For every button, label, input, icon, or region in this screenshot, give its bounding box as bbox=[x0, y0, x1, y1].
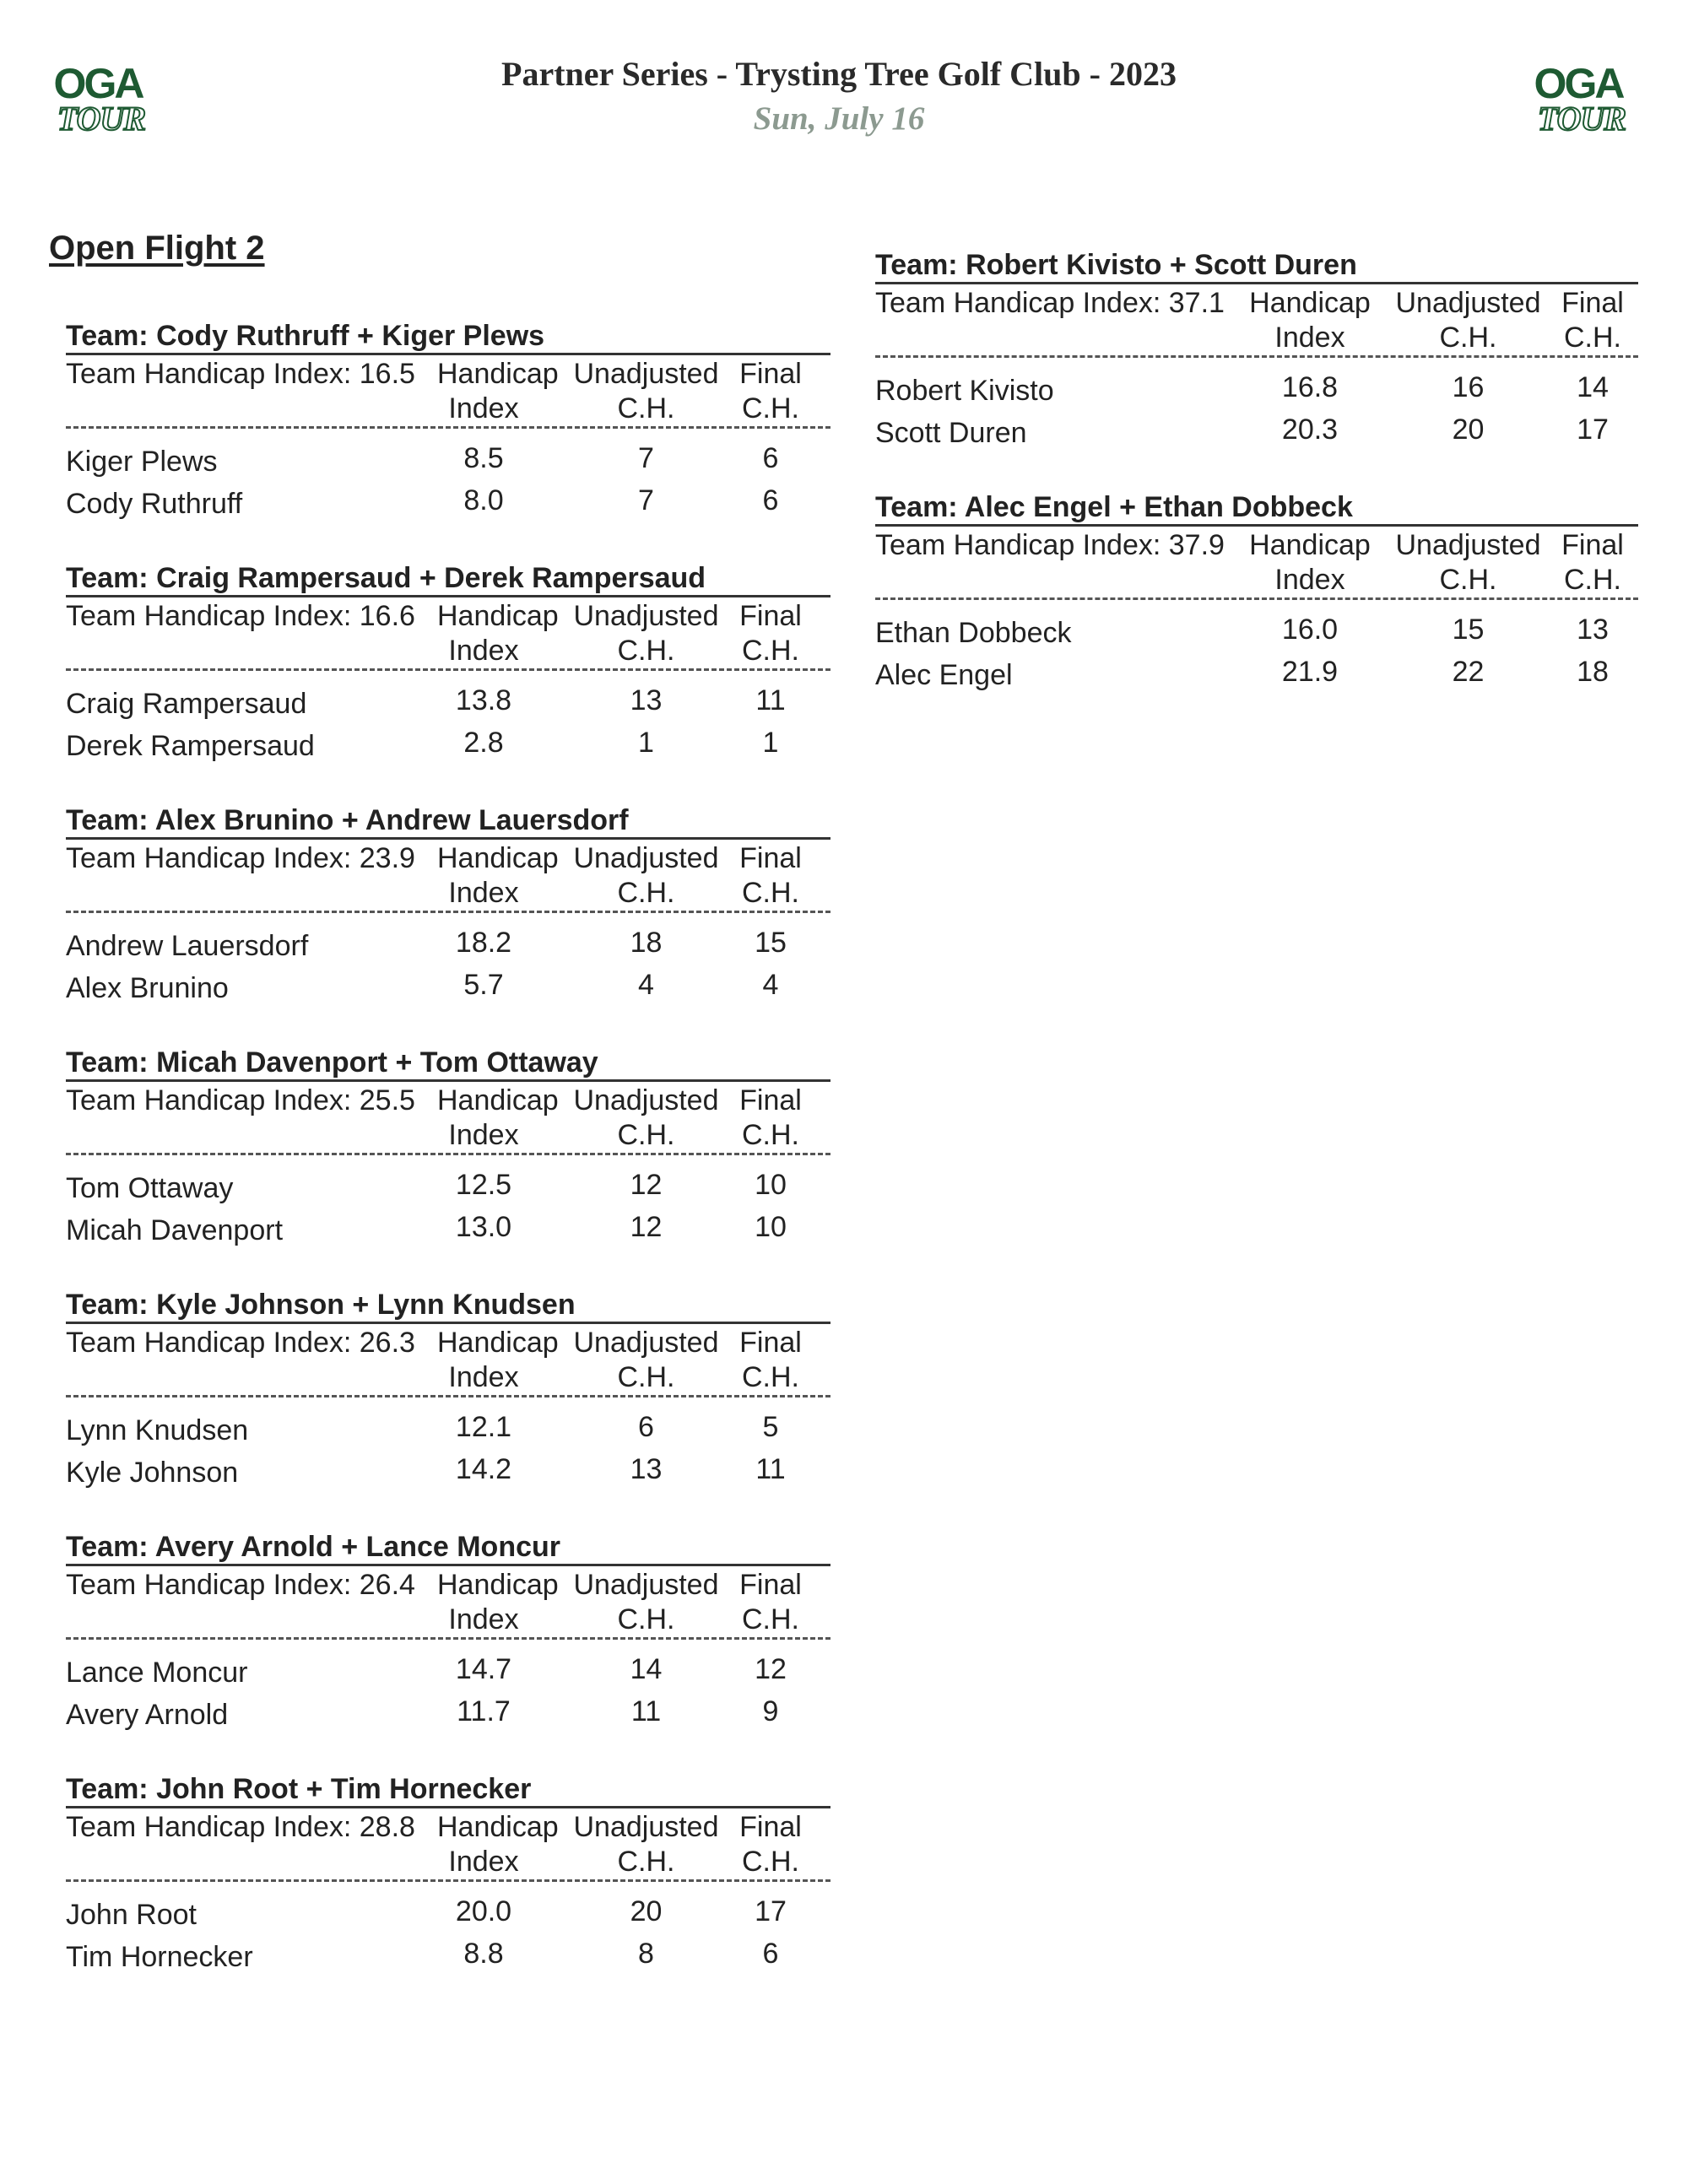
col-unadjusted-ch: Unadjusted C.H. bbox=[573, 1569, 719, 1635]
player-unadjusted-ch: 15 bbox=[1452, 614, 1485, 646]
player-handicap-index: 16.0 bbox=[1281, 614, 1339, 646]
player-row bbox=[66, 965, 830, 1008]
player-final-ch: 17 bbox=[755, 1895, 787, 1927]
player-unadjusted-ch: 7 bbox=[638, 484, 654, 516]
player-row bbox=[66, 439, 830, 481]
player-final-ch: 6 bbox=[762, 484, 779, 516]
player-unadjusted-ch: 8 bbox=[638, 1938, 654, 1970]
player-handicap-index: 5.7 bbox=[463, 969, 504, 1001]
player-handicap-index: 13.0 bbox=[455, 1211, 512, 1243]
logo-tour-text: TOUR bbox=[1537, 100, 1626, 137]
team-block bbox=[66, 561, 830, 803]
player-unadjusted-ch: 13 bbox=[630, 684, 663, 716]
player-rows bbox=[66, 1397, 830, 1492]
col-handicap-index: Handicap Index bbox=[1249, 529, 1371, 596]
player-final-ch: 5 bbox=[762, 1411, 779, 1443]
page-title: Partner Series - Trysting Tree Golf Club - 2023 bbox=[501, 55, 1177, 93]
col-unadjusted-ch: Unadjusted C.H. bbox=[573, 600, 719, 667]
col-final-ch: Final C.H. bbox=[739, 1327, 802, 1393]
team-table-header bbox=[66, 840, 830, 913]
team-name: Team: Avery Arnold + Lance Moncur bbox=[66, 1530, 830, 1566]
player-handicap-index: 11.7 bbox=[457, 1695, 511, 1727]
player-rows bbox=[66, 429, 830, 523]
col-handicap-index: Handicap Index bbox=[437, 600, 559, 667]
team-name: Team: Craig Rampersaud + Derek Rampersaud bbox=[66, 561, 830, 597]
player-row bbox=[66, 1408, 830, 1450]
player-name: Robert Kivisto bbox=[875, 375, 1054, 407]
player-row bbox=[66, 1650, 830, 1692]
player-row bbox=[66, 1892, 830, 1934]
col-final-ch: Final C.H. bbox=[739, 1084, 802, 1151]
player-row bbox=[875, 610, 1638, 652]
col-unadjusted-ch: Unadjusted C.H. bbox=[573, 842, 719, 909]
team-handicap-index: Team Handicap Index: 26.3 bbox=[66, 1327, 415, 1359]
player-unadjusted-ch: 11 bbox=[630, 1695, 662, 1727]
player-rows bbox=[875, 600, 1638, 695]
player-rows bbox=[66, 1155, 830, 1250]
player-name: Cody Ruthruff bbox=[66, 488, 243, 520]
player-handicap-index: 12.5 bbox=[455, 1169, 512, 1201]
team-block bbox=[66, 319, 830, 561]
team-table-header bbox=[66, 597, 830, 671]
col-final-ch: Final C.H. bbox=[1561, 529, 1624, 596]
player-unadjusted-ch: 12 bbox=[630, 1169, 663, 1201]
player-unadjusted-ch: 20 bbox=[1452, 414, 1485, 446]
player-row bbox=[66, 1692, 830, 1734]
player-name: Andrew Lauersdorf bbox=[66, 930, 309, 962]
col-handicap-index: Handicap Index bbox=[437, 1569, 559, 1635]
event-date: Sun, July 16 bbox=[753, 100, 925, 137]
col-unadjusted-ch: Unadjusted C.H. bbox=[573, 1811, 719, 1878]
player-handicap-index: 14.7 bbox=[455, 1653, 512, 1685]
team-block bbox=[66, 1046, 830, 1288]
col-handicap-index: Handicap Index bbox=[437, 1084, 559, 1151]
player-rows bbox=[66, 913, 830, 1008]
player-handicap-index: 8.5 bbox=[463, 442, 504, 474]
player-unadjusted-ch: 13 bbox=[630, 1453, 663, 1485]
player-final-ch: 14 bbox=[1577, 371, 1609, 403]
logo-tour-text: TOUR bbox=[57, 100, 146, 137]
player-row bbox=[66, 1165, 830, 1208]
player-name: Micah Davenport bbox=[66, 1214, 284, 1246]
player-final-ch: 10 bbox=[755, 1211, 787, 1243]
team-block bbox=[66, 1288, 830, 1530]
player-final-ch: 12 bbox=[755, 1653, 787, 1685]
player-unadjusted-ch: 7 bbox=[638, 442, 654, 474]
team-handicap-index: Team Handicap Index: 28.8 bbox=[66, 1811, 415, 1843]
player-handicap-index: 14.2 bbox=[455, 1453, 512, 1485]
team-block bbox=[875, 248, 1638, 490]
player-row bbox=[875, 368, 1638, 410]
team-block bbox=[66, 1772, 830, 2014]
player-rows bbox=[66, 1882, 830, 1976]
player-name: Avery Arnold bbox=[66, 1699, 229, 1731]
team-handicap-index: Team Handicap Index: 37.1 bbox=[875, 287, 1225, 319]
col-final-ch: Final C.H. bbox=[739, 600, 802, 667]
logo-oga-text: OGA bbox=[1534, 60, 1623, 107]
player-final-ch: 6 bbox=[762, 1938, 779, 1970]
player-rows bbox=[875, 358, 1638, 452]
team-name: Team: Micah Davenport + Tom Ottaway bbox=[66, 1046, 830, 1082]
player-name: Scott Duren bbox=[875, 417, 1027, 449]
flight-heading: Open Flight 2 bbox=[49, 230, 265, 267]
team-name: Team: Alex Brunino + Andrew Lauersdorf bbox=[66, 803, 830, 840]
player-name: Alex Brunino bbox=[66, 972, 229, 1004]
team-table-header bbox=[875, 527, 1638, 600]
player-handicap-index: 20.3 bbox=[1281, 414, 1339, 446]
col-unadjusted-ch: Unadjusted C.H. bbox=[573, 1327, 719, 1393]
player-final-ch: 1 bbox=[762, 727, 779, 759]
col-unadjusted-ch: Unadjusted C.H. bbox=[1395, 287, 1541, 354]
player-unadjusted-ch: 22 bbox=[1452, 656, 1485, 688]
team-handicap-index: Team Handicap Index: 16.5 bbox=[66, 358, 415, 390]
player-final-ch: 11 bbox=[755, 1453, 786, 1485]
player-name: Tim Hornecker bbox=[66, 1941, 253, 1973]
col-handicap-index: Handicap Index bbox=[437, 842, 559, 909]
left-column bbox=[66, 319, 830, 2014]
player-handicap-index: 18.2 bbox=[455, 927, 512, 959]
col-handicap-index: Handicap Index bbox=[1249, 287, 1371, 354]
player-handicap-index: 8.0 bbox=[463, 484, 504, 516]
team-block bbox=[66, 1530, 830, 1772]
player-row bbox=[875, 410, 1638, 452]
player-unadjusted-ch: 6 bbox=[638, 1411, 654, 1443]
col-final-ch: Final C.H. bbox=[739, 358, 802, 424]
player-handicap-index: 12.1 bbox=[455, 1411, 512, 1443]
col-final-ch: Final C.H. bbox=[739, 842, 802, 909]
player-name: Kiger Plews bbox=[66, 446, 218, 478]
player-rows bbox=[66, 1640, 830, 1734]
player-row bbox=[66, 1208, 830, 1250]
player-name: Craig Rampersaud bbox=[66, 688, 307, 720]
player-name: John Root bbox=[66, 1899, 197, 1931]
player-handicap-index: 16.8 bbox=[1281, 371, 1339, 403]
team-handicap-index: Team Handicap Index: 26.4 bbox=[66, 1569, 415, 1601]
player-final-ch: 15 bbox=[755, 927, 787, 959]
player-unadjusted-ch: 4 bbox=[638, 969, 654, 1001]
player-final-ch: 4 bbox=[762, 969, 779, 1001]
col-handicap-index: Handicap Index bbox=[437, 358, 559, 424]
team-handicap-index: Team Handicap Index: 16.6 bbox=[66, 600, 415, 632]
player-unadjusted-ch: 14 bbox=[630, 1653, 663, 1685]
player-name: Kyle Johnson bbox=[66, 1457, 239, 1489]
player-unadjusted-ch: 18 bbox=[630, 927, 663, 959]
player-rows bbox=[66, 671, 830, 765]
team-table-header bbox=[66, 355, 830, 429]
col-final-ch: Final C.H. bbox=[739, 1811, 802, 1878]
team-table-header bbox=[66, 1808, 830, 1882]
player-final-ch: 6 bbox=[762, 442, 779, 474]
right-column bbox=[875, 248, 1638, 733]
col-unadjusted-ch: Unadjusted C.H. bbox=[573, 358, 719, 424]
team-name: Team: Cody Ruthruff + Kiger Plews bbox=[66, 319, 830, 355]
player-unadjusted-ch: 1 bbox=[638, 727, 654, 759]
player-unadjusted-ch: 20 bbox=[630, 1895, 663, 1927]
player-row bbox=[66, 1934, 830, 1976]
player-unadjusted-ch: 12 bbox=[630, 1211, 663, 1243]
player-final-ch: 18 bbox=[1577, 656, 1609, 688]
player-handicap-index: 21.9 bbox=[1281, 656, 1339, 688]
player-name: Lance Moncur bbox=[66, 1657, 248, 1689]
player-handicap-index: 2.8 bbox=[463, 727, 504, 759]
player-row bbox=[66, 481, 830, 523]
col-final-ch: Final C.H. bbox=[1561, 287, 1624, 354]
player-row bbox=[66, 923, 830, 965]
player-name: Lynn Knudsen bbox=[66, 1414, 249, 1446]
col-handicap-index: Handicap Index bbox=[437, 1811, 559, 1878]
player-name: Derek Rampersaud bbox=[66, 730, 315, 762]
team-table-header bbox=[66, 1324, 830, 1397]
team-block bbox=[66, 803, 830, 1046]
team-handicap-index: Team Handicap Index: 37.9 bbox=[875, 529, 1225, 561]
player-name: Tom Ottaway bbox=[66, 1172, 234, 1204]
team-table-header bbox=[66, 1566, 830, 1640]
team-table-header bbox=[875, 284, 1638, 358]
team-handicap-index: Team Handicap Index: 23.9 bbox=[66, 842, 415, 874]
player-unadjusted-ch: 16 bbox=[1452, 371, 1485, 403]
team-name: Team: Alec Engel + Ethan Dobbeck bbox=[875, 490, 1638, 527]
player-final-ch: 13 bbox=[1577, 614, 1609, 646]
team-handicap-index: Team Handicap Index: 25.5 bbox=[66, 1084, 415, 1116]
team-name: Team: John Root + Tim Hornecker bbox=[66, 1772, 830, 1808]
col-handicap-index: Handicap Index bbox=[437, 1327, 559, 1393]
player-handicap-index: 20.0 bbox=[455, 1895, 512, 1927]
player-final-ch: 9 bbox=[762, 1695, 779, 1727]
logo-oga-text: OGA bbox=[53, 60, 143, 107]
team-name: Team: Kyle Johnson + Lynn Knudsen bbox=[66, 1288, 830, 1324]
col-unadjusted-ch: Unadjusted C.H. bbox=[573, 1084, 719, 1151]
player-final-ch: 10 bbox=[755, 1169, 787, 1201]
player-row bbox=[66, 723, 830, 765]
player-final-ch: 17 bbox=[1577, 414, 1609, 446]
col-unadjusted-ch: Unadjusted C.H. bbox=[1395, 529, 1541, 596]
player-name: Ethan Dobbeck bbox=[875, 617, 1072, 649]
player-name: Alec Engel bbox=[875, 659, 1013, 691]
player-row bbox=[875, 652, 1638, 695]
player-row bbox=[66, 681, 830, 723]
team-block bbox=[875, 490, 1638, 733]
col-final-ch: Final C.H. bbox=[739, 1569, 802, 1635]
player-handicap-index: 13.8 bbox=[455, 684, 512, 716]
player-handicap-index: 8.8 bbox=[463, 1938, 504, 1970]
player-final-ch: 11 bbox=[755, 684, 786, 716]
team-table-header bbox=[66, 1082, 830, 1155]
team-name: Team: Robert Kivisto + Scott Duren bbox=[875, 248, 1638, 284]
player-row bbox=[66, 1450, 830, 1492]
